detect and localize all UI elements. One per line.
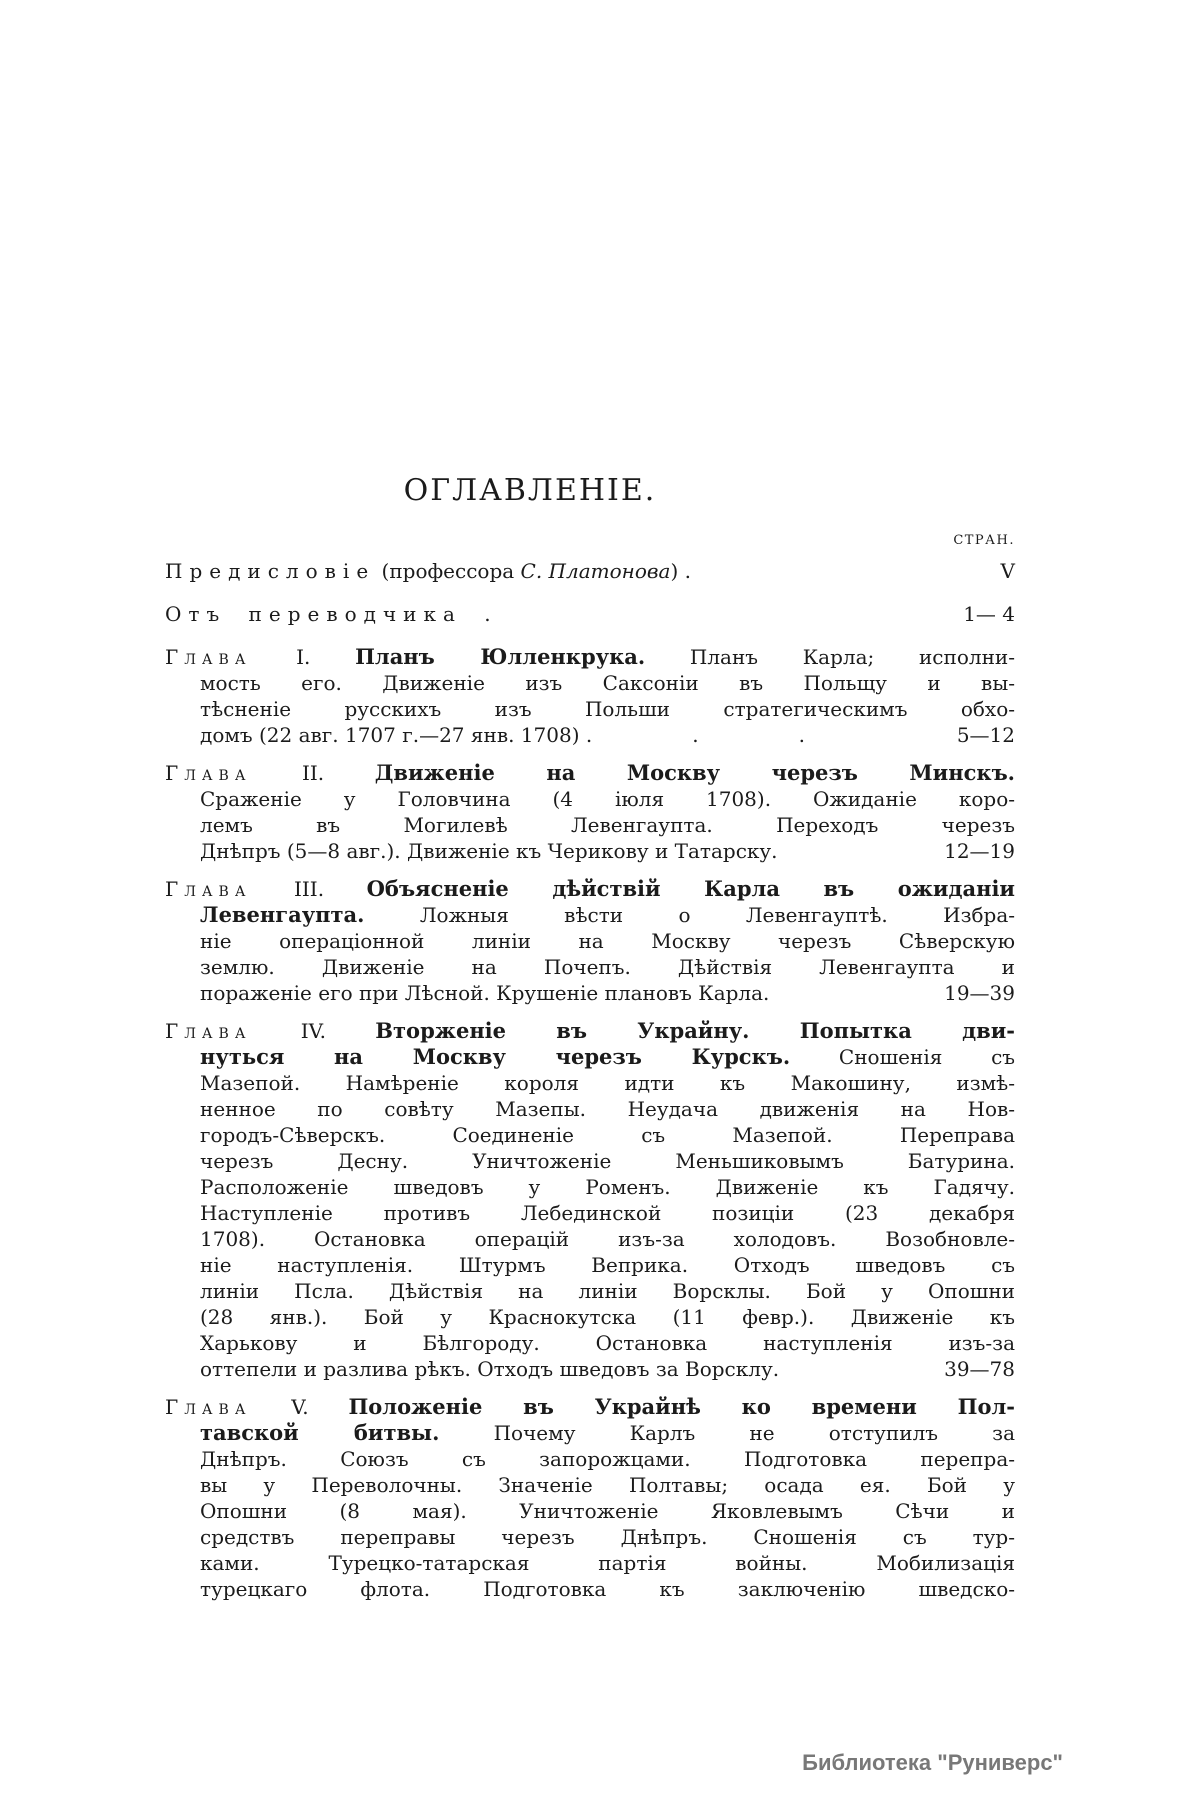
- toc-text-segment: Левенгаупта.: [200, 902, 365, 927]
- toc-line: [165, 786, 1015, 812]
- watermark: Библиотека "Руниверс": [802, 1750, 1063, 1775]
- toc-line: [165, 1394, 1015, 1420]
- toc-text-segment: Планъ Карла; исполни-: [645, 645, 1015, 669]
- page-content: [165, 472, 1015, 1614]
- toc-text-segment: Днѣпръ (5—8 авг.). Движеніе къ Черикову и Татарску.: [200, 839, 778, 863]
- toc-line: [165, 812, 1015, 838]
- toc-text-segment: землю. Движеніе на Почепъ. Дѣйствія Левенгаупта и: [200, 955, 1015, 979]
- toc-line: [165, 1070, 1015, 1096]
- toc-line: [165, 1122, 1015, 1148]
- toc-text-segment: вы у Переволочны. Значеніе Полтавы; осада ея. Бой у: [200, 1473, 1015, 1497]
- toc-text-segment: Предисловіе: [165, 559, 376, 583]
- toc-text-segment: Днѣпръ. Союзъ съ запорожцами. Подготовка перепра-: [200, 1447, 1015, 1471]
- toc-text-segment: мость его. Движеніе изъ Саксоніи въ Польщу и вы-: [200, 671, 1015, 695]
- toc-text-segment: лемъ въ Могилевѣ Левенгаупта. Переходъ черезъ: [200, 813, 1015, 837]
- toc-entry: [165, 558, 1015, 584]
- toc-text-segment: домъ (22 авг. 1707 г.—27 янв. 1708) . . .: [200, 723, 805, 747]
- toc-text-segment: Глава: [165, 761, 252, 785]
- toc-line: [165, 1524, 1015, 1550]
- toc-line: [165, 1096, 1015, 1122]
- toc-line: [165, 601, 1015, 627]
- toc-text-segment: III.: [251, 877, 367, 901]
- toc-line: [165, 1446, 1015, 1472]
- page-range: 5—12: [956, 723, 1015, 747]
- toc-entry: [165, 1018, 1015, 1382]
- toc-title: ОГЛАВЛЕНІЕ.: [403, 473, 657, 508]
- toc-text-segment: Расположеніе шведовъ у Роменъ. Движеніе къ Гадячу.: [200, 1175, 1015, 1199]
- toc-entry: [165, 644, 1015, 748]
- toc-text-segment: Глава: [165, 1395, 252, 1419]
- toc-text-segment: черезъ Десну. Уничтоженіе Меньшиковымъ Батурина.: [200, 1149, 1015, 1173]
- toc-line: [165, 1498, 1015, 1524]
- page-range: 19—39: [944, 981, 1015, 1005]
- toc-text-segment: линіи Псла. Дѣйствія на линіи Ворсклы. Бой у Опошни: [200, 1279, 1015, 1303]
- toc-text-segment: Планъ Юлленкрука.: [355, 644, 646, 669]
- toc-entry: [165, 601, 1015, 627]
- toc-text-segment: 1708). Остановка операцій изъ-за холодовъ. Возобновле-: [200, 1227, 1015, 1251]
- toc-entry: [165, 1394, 1015, 1602]
- toc-line: [165, 1356, 1015, 1382]
- toc-text-segment: пораженіе его при Лѣсной. Крушеніе плановъ Карла.: [200, 981, 770, 1005]
- toc-text-segment: Почему Карлъ не отступилъ за: [439, 1421, 1015, 1445]
- pages-column-header: СТРАН.: [953, 533, 1015, 548]
- toc-text-segment: ненное по совѣту Мазепы. Неудача движенія на Нов-: [200, 1097, 1015, 1121]
- page-range: 39—78: [944, 1357, 1015, 1381]
- toc-text-segment: тавской битвы.: [200, 1420, 440, 1445]
- toc-line: [165, 1148, 1015, 1174]
- page-range: V: [1000, 559, 1015, 583]
- toc-line: [165, 696, 1015, 722]
- toc-line: [165, 980, 1015, 1006]
- toc-text-segment: Сношенія съ: [790, 1045, 1015, 1069]
- toc-text-segment: Наступленіе противъ Лебединской позиціи (23 декабря: [200, 1201, 1015, 1225]
- page-range: 12—19: [944, 839, 1015, 863]
- toc-line: [165, 954, 1015, 980]
- toc-line: [165, 928, 1015, 954]
- toc-line: [165, 1174, 1015, 1200]
- toc-line: [165, 838, 1015, 864]
- toc-line: [165, 1044, 1015, 1070]
- toc-text-segment: Глава: [165, 645, 252, 669]
- toc-text-segment: Харькову и Бѣлгороду. Остановка наступленія изъ-за: [200, 1331, 1015, 1355]
- toc-text-segment: (профессора: [375, 559, 521, 583]
- toc-text-segment: тѣсненіе русскихъ изъ Польши стратегическимъ обхо-: [200, 697, 1015, 721]
- toc-line: [165, 902, 1015, 928]
- toc-text-segment: V.: [251, 1395, 349, 1419]
- toc-line: [165, 1472, 1015, 1498]
- toc-text-segment: II.: [251, 761, 375, 785]
- toc-line: [165, 1226, 1015, 1252]
- toc-text-segment: С. Платонова: [520, 559, 671, 583]
- toc-line: [165, 1252, 1015, 1278]
- toc-entry: [165, 760, 1015, 864]
- toc-text-segment: средствъ переправы черезъ Днѣпръ. Сношенія съ тур-: [200, 1525, 1015, 1549]
- toc-text-segment: Отъ переводчика .: [165, 602, 498, 626]
- toc-text-segment: Глава: [165, 1019, 252, 1043]
- toc-line: [165, 1200, 1015, 1226]
- toc-text-segment: Опошни (8 мая). Уничтоженіе Яковлевымъ Сѣчи и: [200, 1499, 1015, 1523]
- toc-text-segment: Сраженіе у Головчина (4 іюля 1708). Ожиданіе коро-: [200, 787, 1015, 811]
- toc-text-segment: Вторженіе въ Украйну. Попытка дви-: [375, 1018, 1015, 1043]
- toc-line: [165, 1278, 1015, 1304]
- toc-text-segment: городъ-Сѣверскъ. Соединеніе съ Мазепой. Переправа: [200, 1123, 1015, 1147]
- toc-text-segment: Мазепой. Намѣреніе короля идти къ Макошину, измѣ-: [200, 1071, 1015, 1095]
- toc-text-segment: ніе наступленія. Штурмъ Веприка. Отходъ шведовъ съ: [200, 1253, 1015, 1277]
- toc-text-segment: I.: [251, 645, 356, 669]
- toc-line: [165, 1304, 1015, 1330]
- toc-text-segment: турецкаго флота. Подготовка къ заключенію шведско-: [200, 1577, 1015, 1601]
- toc-text-segment: (28 янв.). Бой у Краснокутска (11 февр.). Движеніе къ: [200, 1305, 1015, 1329]
- toc-line: [165, 1576, 1015, 1602]
- toc-line: [165, 1018, 1015, 1044]
- toc-entries: [165, 558, 1015, 1602]
- toc-line: [165, 1550, 1015, 1576]
- toc-text-segment: Положеніе въ Украйнѣ ко времени Пол-: [348, 1394, 1016, 1419]
- toc-text-segment: нуться на Москву черезъ Курскъ.: [200, 1044, 791, 1069]
- toc-text-segment: Глава: [165, 877, 252, 901]
- toc-line: [165, 1420, 1015, 1446]
- toc-text-segment: ками. Турецко-татарская партія войны. Мобилизація: [200, 1551, 1015, 1575]
- toc-line: [165, 644, 1015, 670]
- toc-text-segment: IV.: [251, 1019, 376, 1043]
- toc-text-segment: ) .: [670, 559, 691, 583]
- toc-text-segment: Объясненіе дѣйствій Карла въ ожиданіи: [366, 876, 1016, 901]
- toc-text-segment: ніе операціонной линіи на Москву черезъ Сѣверскую: [200, 929, 1015, 953]
- toc-text-segment: Движеніе на Москву черезъ Минскъ.: [374, 760, 1015, 785]
- toc-line: [165, 876, 1015, 902]
- toc-line: [165, 558, 1015, 584]
- toc-line: [165, 760, 1015, 786]
- toc-line: [165, 722, 1015, 748]
- toc-entry: [165, 876, 1015, 1006]
- toc-line: [165, 1330, 1015, 1356]
- toc-line: [165, 670, 1015, 696]
- toc-text-segment: оттепели и разлива рѣкъ. Отходъ шведовъ за Ворсклу.: [200, 1357, 780, 1381]
- page-range: 1— 4: [963, 602, 1015, 626]
- toc-text-segment: Ложныя вѣсти о Левенгауптѣ. Избра-: [364, 903, 1015, 927]
